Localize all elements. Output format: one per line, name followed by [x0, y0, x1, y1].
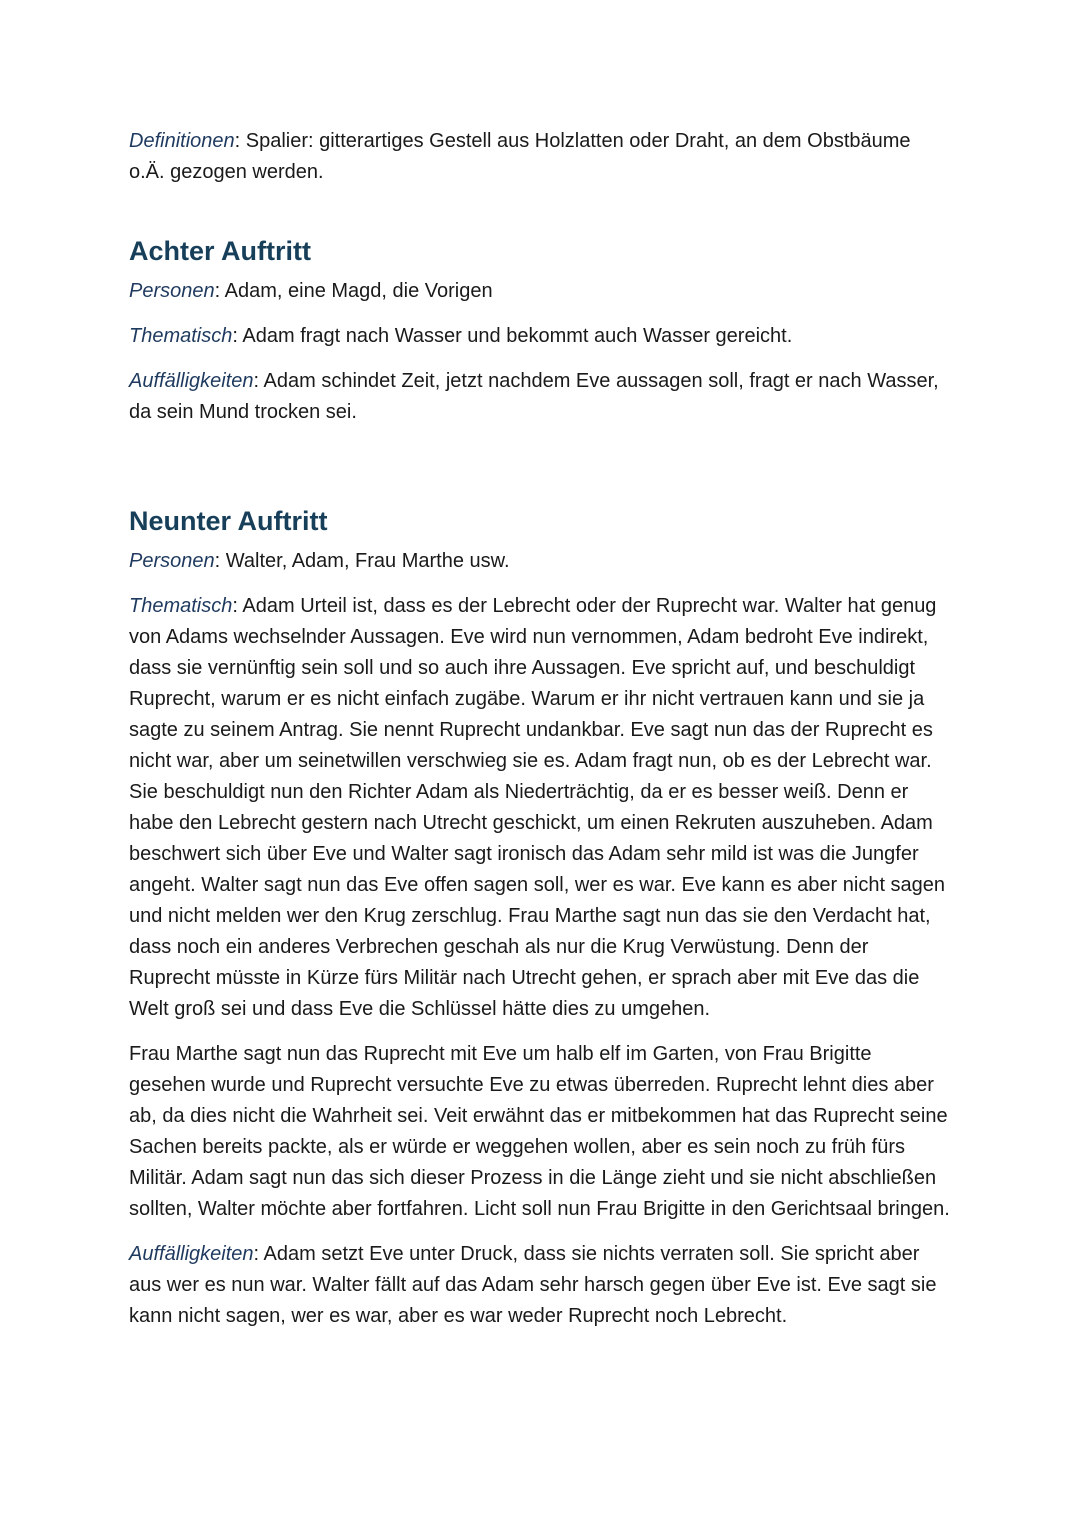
- definitions-text: Spalier: gitterartiges Gestell aus Holzlatten oder Draht, an dem Obstbäume o.Ä. gezogen werden.: [129, 130, 911, 183]
- definitions-label: Definitionen: [129, 130, 235, 152]
- achter-thematisch: Thematisch: Adam fragt nach Wasser und bekommt auch Wasser gereicht.: [129, 325, 793, 347]
- auffaelligkeiten-label: Auffälligkeiten: [129, 370, 254, 392]
- thematisch-label: Thematisch: [129, 595, 233, 617]
- thematisch-text: Adam fragt nach Wasser und bekommt auch Wasser gereicht.: [242, 325, 793, 347]
- achter-auffaelligkeiten: Auffälligkeiten: Adam schindet Zeit, jetzt nachdem Eve aussagen soll, fragt er nach Wasser, da sein Mund trocken sei.: [129, 370, 939, 423]
- document-page: [129, 126, 951, 1332]
- neunter-auffaelligkeiten: Auffälligkeiten: Adam setzt Eve unter Druck, dass sie nichts verraten soll. Sie spricht aber aus wer es nun war. Walter fällt auf das Adam sehr harsch gegen über Eve ist. Eve sagt sie kann nicht sagen, wer es war, aber es war weder Ruprecht noch Lebrecht.: [129, 1243, 937, 1327]
- achter-personen: Personen: Adam, eine Magd, die Vorigen: [129, 280, 493, 302]
- auffaelligkeiten-text: Adam schindet Zeit, jetzt nachdem Eve aussagen soll, fragt er nach Wasser, da sein Mund trocken sei.: [129, 370, 939, 423]
- personen-text: Adam, eine Magd, die Vorigen: [224, 280, 493, 302]
- neunter-thematisch: Thematisch: Adam Urteil ist, dass es der Lebrecht oder der Ruprecht war. Walter hat genug von Adams wechselnder Aussagen. Eve wird nun vernommen, Adam bedroht Eve indirekt, dass sie vernünftig sein soll und so auch ihre Aussagen. Eve spricht auf, und beschuldigt Ruprecht, warum er es nicht einfach zugäbe. Warum er ihr nicht vertrauen kann und sie ja sagte zu seinem Antrag. Sie nennt Ruprecht undankbar. Eve sagt nun das der Ruprecht es nicht war, aber um seinetwillen verschwieg sie es. Adam fragt nun, ob es der Lebrecht war. Sie beschuldigt nun den Richter Adam als Niederträchtig, da er es besser weiß. Denn er habe den Lebrecht gestern nach Utrecht geschickt, um einen Rekruten auszuheben. Adam beschwert sich über Eve und Walter sagt ironisch das Adam sehr mild ist was die Jungfer angeht. Walter sagt nun das Eve offen sagen soll, wer es war. Eve kann es aber nicht sagen und nicht melden wer den Krug zerschlug. Frau Marthe sagt nun das sie den Verdacht hat, dass noch ein anderes Verbrechen geschah als nur die Krug Verwüstung. Denn der Ruprecht müsste in Kürze fürs Militär nach Utrecht gehen, er sprach aber mit Eve das die Welt groß sei und dass Eve die Schlüssel hätte dies zu umgehen.: [129, 595, 946, 1020]
- auffaelligkeiten-text: Adam setzt Eve unter Druck, dass sie nichts verraten soll. Sie spricht aber aus wer es nun war. Walter fällt auf das Adam sehr harsch gegen über Eve ist. Eve sagt sie kann nicht sagen, wer es war, aber es war weder Ruprecht noch Lebrecht.: [129, 1243, 937, 1327]
- personen-label: Personen: [129, 550, 215, 572]
- auffaelligkeiten-label: Auffälligkeiten: [129, 1243, 254, 1265]
- neunter-personen: Personen: Walter, Adam, Frau Marthe usw.: [129, 550, 510, 572]
- personen-text: Walter, Adam, Frau Marthe usw.: [225, 550, 510, 572]
- personen-label: Personen: [129, 280, 215, 302]
- definitions-paragraph: Definitionen: Spalier: gitterartiges Gestell aus Holzlatten oder Draht, an dem Obstbäume o.Ä. gezogen werden.: [129, 130, 911, 183]
- neunter-paragraph-2: Frau Marthe sagt nun das Ruprecht mit Eve um halb elf im Garten, von Frau Brigitte gesehen wurde und Ruprecht versuchte Eve zu etwas überreden. Ruprecht lehnt dies aber ab, da dies nicht die Wahrheit sei. Veit erwähnt das er mitbekommen hat das Ruprecht seine Sachen bereits packte, als er würde er weggehen wollen, aber es sein noch zu früh fürs Militär. Adam sagt nun das sich dieser Prozess in die Länge zieht und sie nicht abschließen sollten, Walter möchte aber fortfahren. Licht soll nun Frau Brigitte in den Gerichtsaal bringen.: [129, 1043, 950, 1220]
- section-heading-achter: Achter Auftritt: [129, 236, 311, 266]
- section-heading-neunter: Neunter Auftritt: [129, 506, 328, 536]
- thematisch-text: Adam Urteil ist, dass es der Lebrecht oder der Ruprecht war. Walter hat genug von Adams wechselnder Aussagen. Eve wird nun vernommen, Adam bedroht Eve indirekt, dass sie vernünftig sein soll und so auch ihre Aussagen. Eve spricht auf, und beschuldigt Ruprecht, warum er es nicht einfach zugäbe. Warum er ihr nicht vertrauen kann und sie ja sagte zu seinem Antrag. Sie nennt Ruprecht undankbar. Eve sagt nun das der Ruprecht es nicht war, aber um seinetwillen verschwieg sie es. Adam fragt nun, ob es der Lebrecht war. Sie beschuldigt nun den Richter Adam als Niederträchtig, da er es besser weiß. Denn er habe den Lebrecht gestern nach Utrecht geschickt, um einen Rekruten auszuheben. Adam beschwert sich über Eve und Walter sagt ironisch das Adam sehr mild ist was die Jungfer angeht. Walter sagt nun das Eve offen sagen soll, wer es war. Eve kann es aber nicht sagen und nicht melden wer den Krug zerschlug. Frau Marthe sagt nun das sie den Verdacht hat, dass noch ein anderes Verbrechen geschah als nur die Krug Verwüstung. Denn der Ruprecht müsste in Kürze fürs Militär nach Utrecht gehen, er sprach aber mit Eve das die Welt groß sei und dass Eve die Schlüssel hätte dies zu umgehen.: [129, 595, 946, 1020]
- thematisch-label: Thematisch: [129, 325, 233, 347]
